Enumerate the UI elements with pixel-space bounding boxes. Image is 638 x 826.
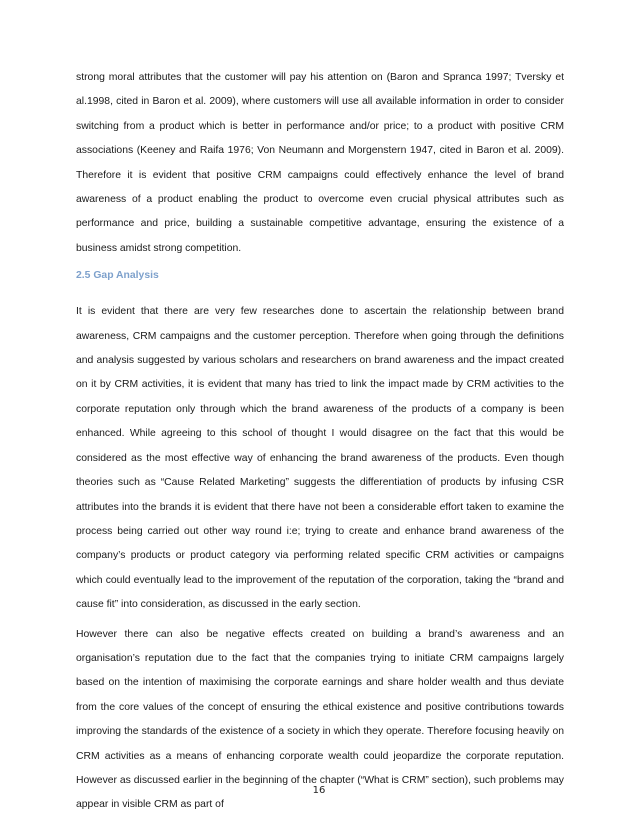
section-heading: 2.5 Gap Analysis: [76, 270, 159, 282]
page-number: 16: [312, 785, 326, 796]
paragraph-continuation: strong moral attributes that the customer will pay his attention on (Baron and Spranca 1997; Tversky et al.1998, cited in Baron et al. 2009), where customers will use all available information in order to consider switching from a product which is better in performance and/or price; to a product with positive CRM associations (Keeney and Raifa 1976; Von Neumann and Morgenstern 1947, cited in Baron et al. 2009). Therefore it is evident that positive CRM campaigns could effectively enhance the level of brand awareness of a product enabling the product to overcome even crucial physical attributes such as performance and price, building a sustainable competitive advantage, ensuring the existence of a business amidst strong competition.: [76, 72, 564, 254]
page-body: [76, 66, 564, 818]
paragraph-gap-analysis-2: However there can also be negative effects created on building a brand’s awareness and an organisation’s reputation due to the fact that the companies trying to initiate CRM campaigns largely based on the intention of maximising the corporate earnings and share holder wealth and thus deviate from the core values of the concept of ensuring the ethical existence and positive contributions towards improving the standards of the existence of a society in which they operate. Therefore focusing heavily on CRM activities as a means of enhancing corporate wealth could jeopardize the corporate reputation. However as discussed earlier in the beginning of the chapter (“What is CRM” section), such problems may appear in visible CRM as part of: [76, 628, 564, 811]
paragraph-gap-analysis-1: It is evident that there are very few researches done to ascertain the relationship between brand awareness, CRM campaigns and the customer perception. Therefore when going through the definitions and analysis suggested by various scholars and researchers on brand awareness and the impact created on it by CRM activities, it is evident that many has tried to link the impact made by CRM activities to the corporate reputation only through which the brand awareness of the products of a company is been enhanced. While agreeing to this school of thought I would disagree on the fact that this would be considered as the most effective way of enhancing the brand awareness of the products. Even though theories such as “Cause Related Marketing” suggests the differentiation of products by infusing CSR attributes into the brands it is evident that there have not been a considerable effort taken to examine the process being carried out other way round i:e; trying to create and enhance brand awareness of the company’s products or product category via performing related specific CRM activities or campaigns which could eventually lead to the improvement of the reputation of the corporation, taking the “brand and cause fit” into consideration, as discussed in the early section.: [76, 306, 564, 611]
